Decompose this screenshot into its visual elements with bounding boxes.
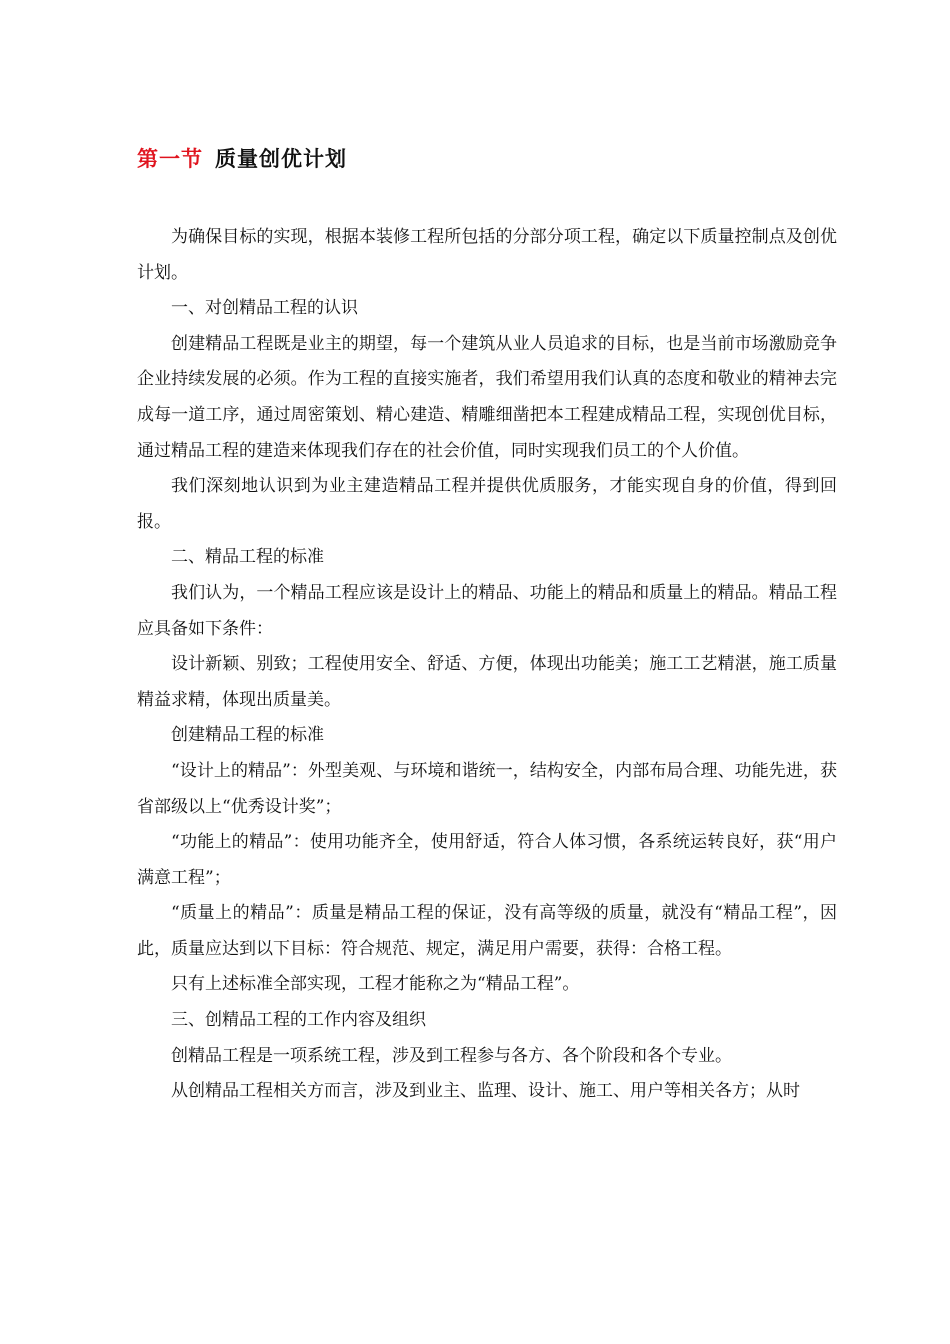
paragraph: 我们深刻地认识到为业主建造精品工程并提供优质服务，才能实现自身的价值，得到回报。 [137,476,837,532]
section-number: 第一节 [137,147,203,171]
paragraph: “质量上的精品”：质量是精品工程的保证，没有高等级的质量，就没有“精品工程”，因此，质量应达到以下目标：符合规范、规定，满足用户需要，获得：合格工程。 [137,903,837,959]
paragraph: 创建精品工程既是业主的期望，每一个建筑从业人员追求的目标，也是当前市场激励竞争企业持续发展的必须。作为工程的直接实施者，我们希望用我们认真的态度和敬业的精神去完成每一道工序，通过周密策划、精心建造、精雕细凿把本工程建成精品工程，实现创优目标，通过精品工程的建造来体现我们存在的社会价值，同时实现我们员工的个人价值。 [137,333,837,461]
paragraph: 创精品工程是一项系统工程，涉及到工程参与各方、各个阶段和各个专业。 [171,1045,732,1066]
paragraph: 一、对创精品工程的认识 [171,298,358,319]
paragraph: 从创精品工程相关方而言，涉及到业主、监理、设计、施工、用户等相关各方；从时 [171,1081,800,1102]
paragraph: 二、精品工程的标准 [171,547,324,568]
section-heading [137,143,347,173]
paragraph: “功能上的精品”：使用功能齐全，使用舒适，符合人体习惯，各系统运转良好，获“用户满意工程”； [137,832,837,888]
paragraph: 设计新颖、别致；工程使用安全、舒适、方便，体现出功能美；施工工艺精湛，施工质量精益求精，体现出质量美。 [137,654,837,710]
paragraph: “设计上的精品”：外型美观、与环境和谐统一，结构安全，内部布局合理、功能先进，获省部级以上“优秀设计奖”； [137,760,837,817]
document-body [137,220,837,1110]
paragraph: 创建精品工程的标准 [171,725,324,746]
paragraph: 我们认为，一个精品工程应该是设计上的精品、功能上的精品和质量上的精品。精品工程应具备如下条件： [137,582,837,639]
paragraph: 三、创精品工程的工作内容及组织 [171,1010,426,1031]
paragraph: 为确保目标的实现，根据本装修工程所包括的分部分项工程，确定以下质量控制点及创优计划。 [137,227,837,283]
section-title: 质量创优计划 [215,147,347,171]
paragraph: 只有上述标准全部实现，工程才能称之为“精品工程”。 [171,974,580,995]
